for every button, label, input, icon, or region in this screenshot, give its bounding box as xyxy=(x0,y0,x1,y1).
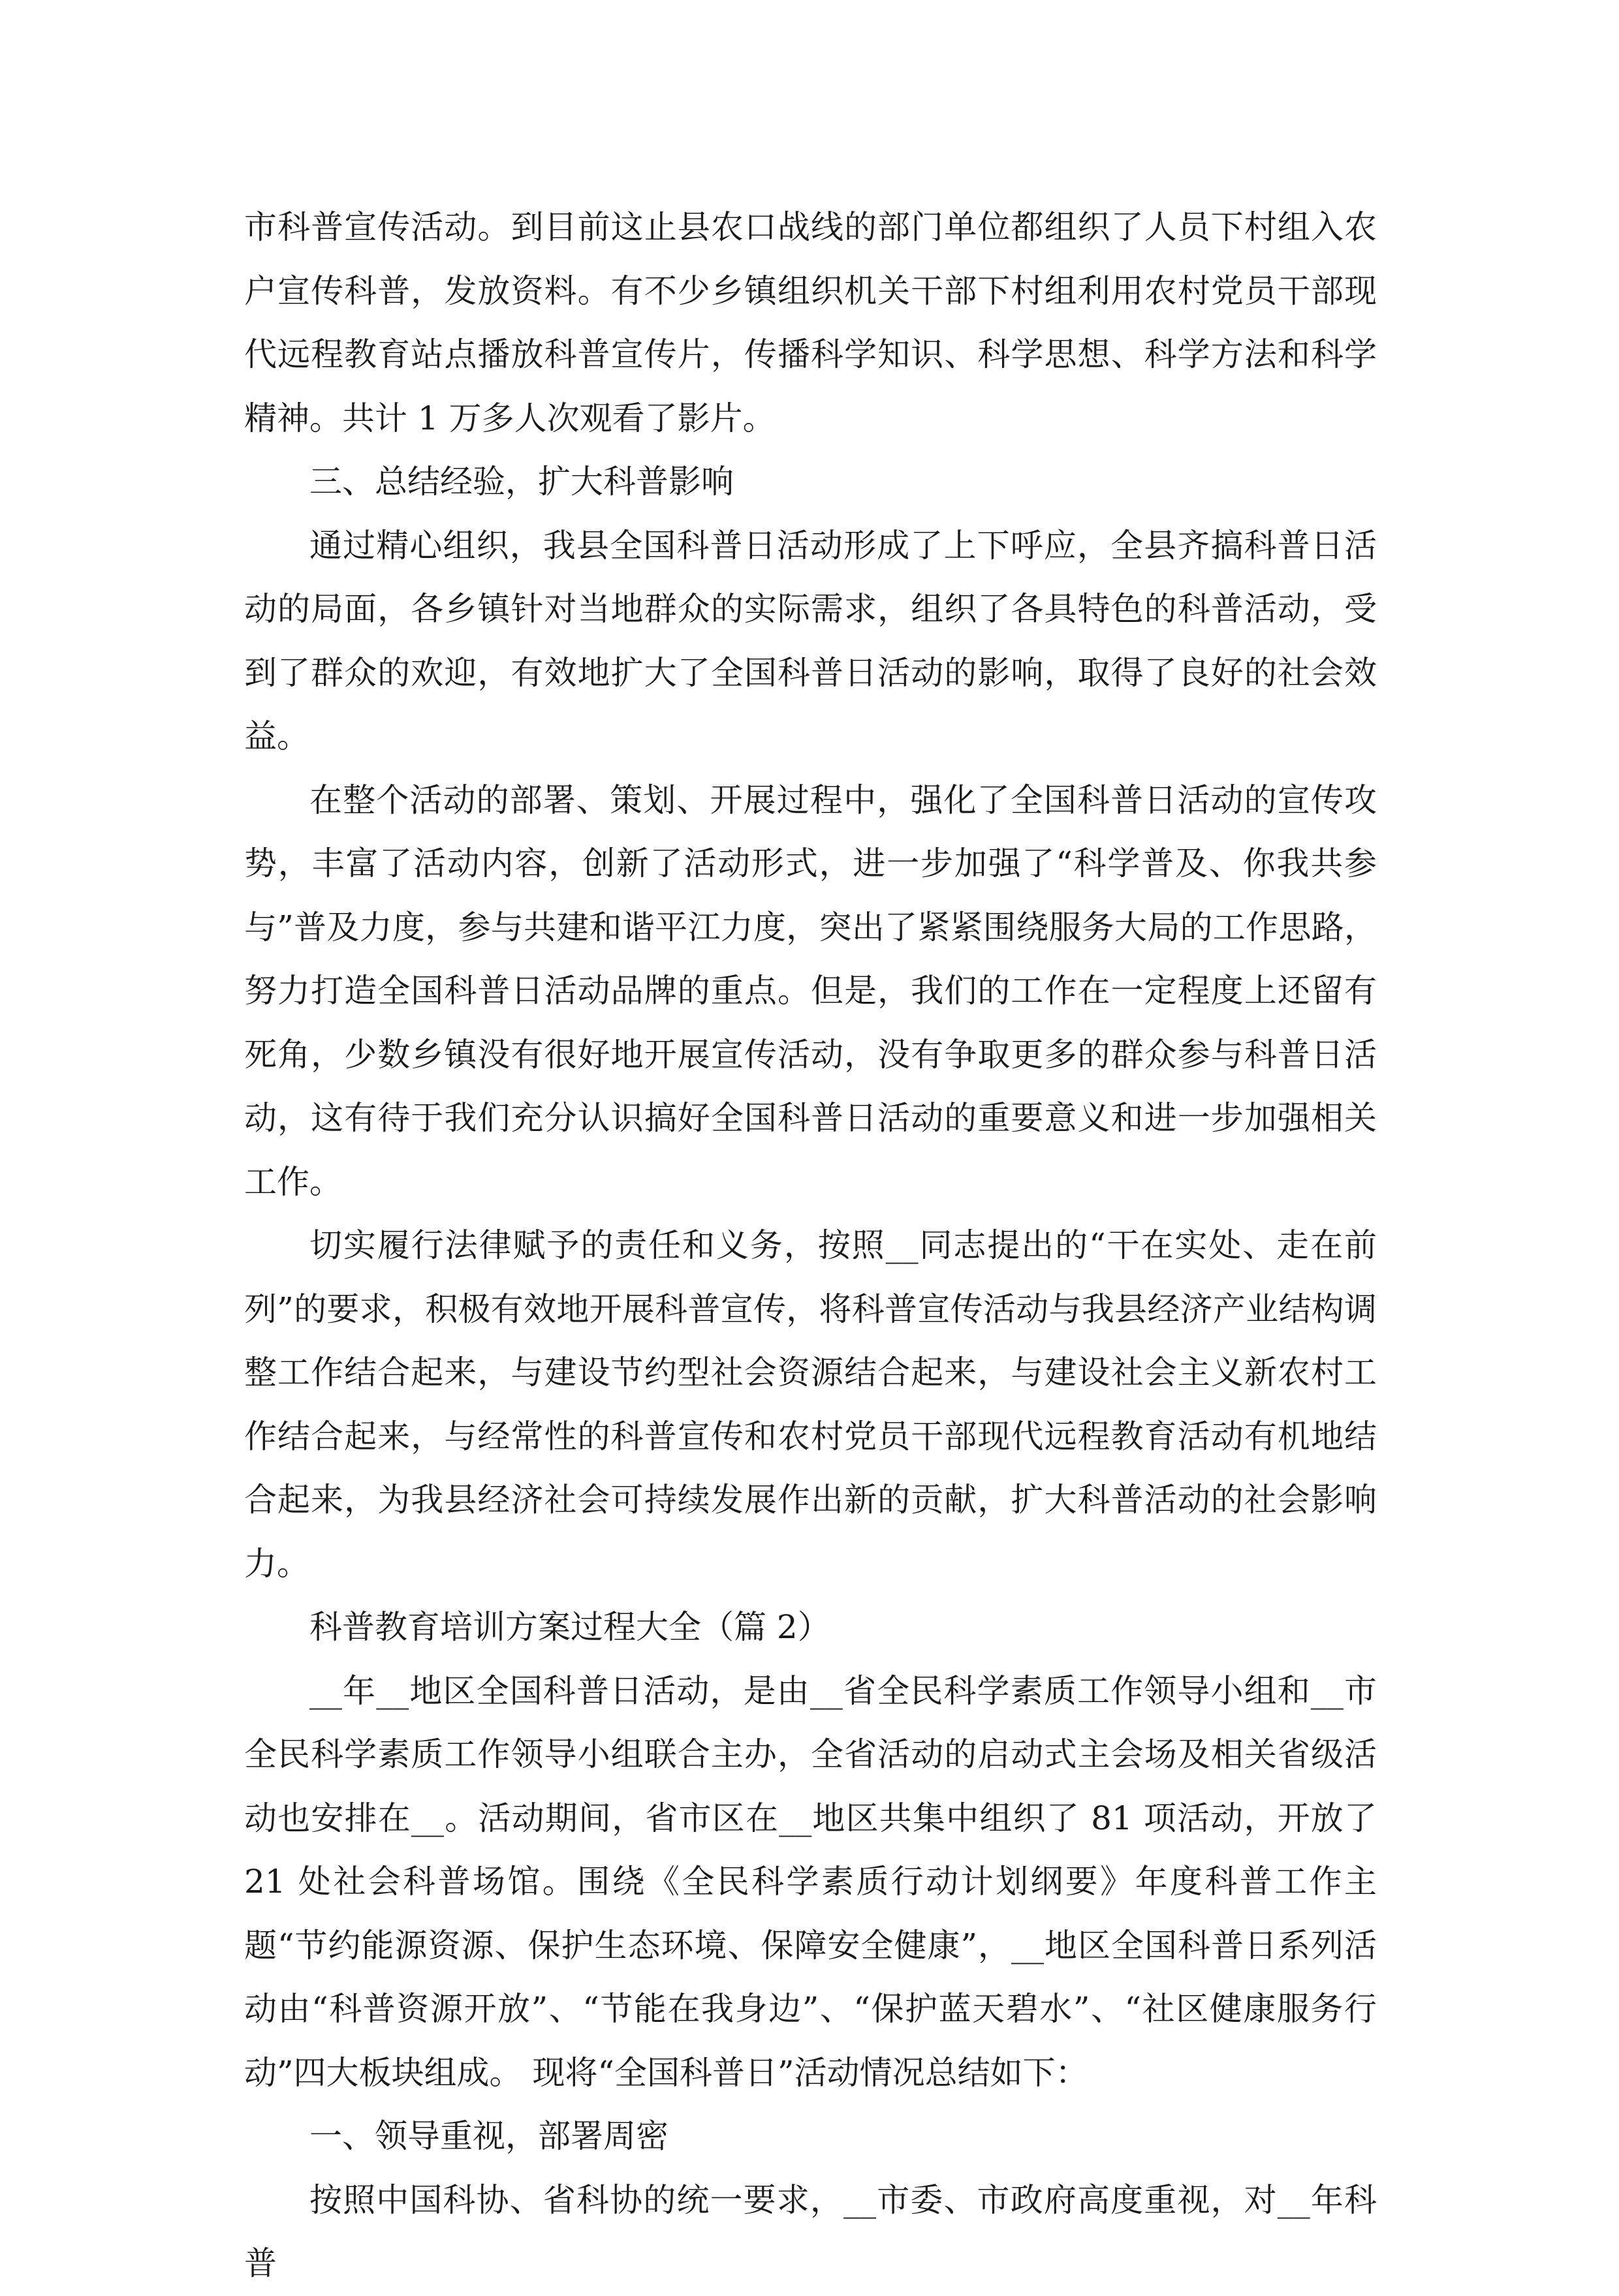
article-title-part-2: 科普教育培训方案过程大全（篇 2） xyxy=(309,1608,830,1646)
paragraph-responsibilities: 切实履行法律赋予的责任和义务，按照__同志提出的“干在实处、走在前列”的要求，积极有效地开展科普宣传，将科普宣传活动与我县经济产业结构调整工作结合起来，与建设节约型社会资源结合起来，与建设社会主义新农村工作结合起来，与经常性的科普宣传和农村党员干部现代远程教育活动有机地结合起来，为我县经济社会可持续发展作出新的贡献，扩大科普活动的社会影响力。 xyxy=(244,1226,1377,1583)
section-heading-leadership: 一、领导重视，部署周密 xyxy=(309,2117,668,2155)
paragraph-continued-promotion: 市科普宣传活动。到目前这止县农口战线的部门单位都组织了人员下村组入农户宣传科普，发放资料。有不少乡镇组织机关干部下村组利用农村党员干部现代远程教育站点播放科普宣传片，传播科学知识、科学思想、科学方法和科学精神。共计 1 万多人次观看了影片。 xyxy=(244,208,1377,437)
paragraph-organization-results: 通过精心组织，我县全国科普日活动形成了上下呼应，全县齐搞科普日活动的局面，各乡镇针对当地群众的实际需求，组织了各具特色的科普活动，受到了群众的欢迎，有效地扩大了全国科普日活动的影响，取得了良好的社会效益。 xyxy=(244,526,1377,755)
paragraph-activity-review: 在整个活动的部署、策划、开展过程中，强化了全国科普日活动的宣传攻势，丰富了活动内容，创新了活动形式，进一步加强了“科学普及、你我共参与”普及力度，参与共建和谐平江力度，突出了紧紧围绕服务大局的工作思路，努力打造全国科普日活动品牌的重点。但是，我们的工作在一定程度上还留有死角，少数乡镇没有很好地开展宣传活动，没有争取更多的群众参与科普日活动，这有待于我们充分认识搞好全国科普日活动的重要意义和进一步加强相关工作。 xyxy=(244,781,1377,1201)
section-heading-summary: 三、总结经验，扩大科普影响 xyxy=(309,463,734,501)
paragraph-leadership-start: 按照中国科协、省科协的统一要求，__市委、市政府高度重视，对__年科普 xyxy=(244,2180,1377,2282)
paragraph-event-overview: __年__地区全国科普日活动，是由__省全民科学素质工作领导小组和__市全民科学素质工作领导小组联合主办，全省活动的启动式主会场及相关省级活动也安排在__。活动期间，省市区在__地区共集中组织了 81 项活动，开放了 21 处社会科普场馆。围绕《全民科学素质行动计划纲要》年度科普工作主题“节约能源资源、保护生态环境、保障安全健康”，__地区全国科普日系列活动由“科普资源开放”、“节能在我身边”、“保护蓝天碧水”、“社区健康服务行动”四大板块组成。 现将“全国科普日”活动情况总结如下： xyxy=(244,1671,1377,2092)
document-body xyxy=(244,196,1377,2296)
